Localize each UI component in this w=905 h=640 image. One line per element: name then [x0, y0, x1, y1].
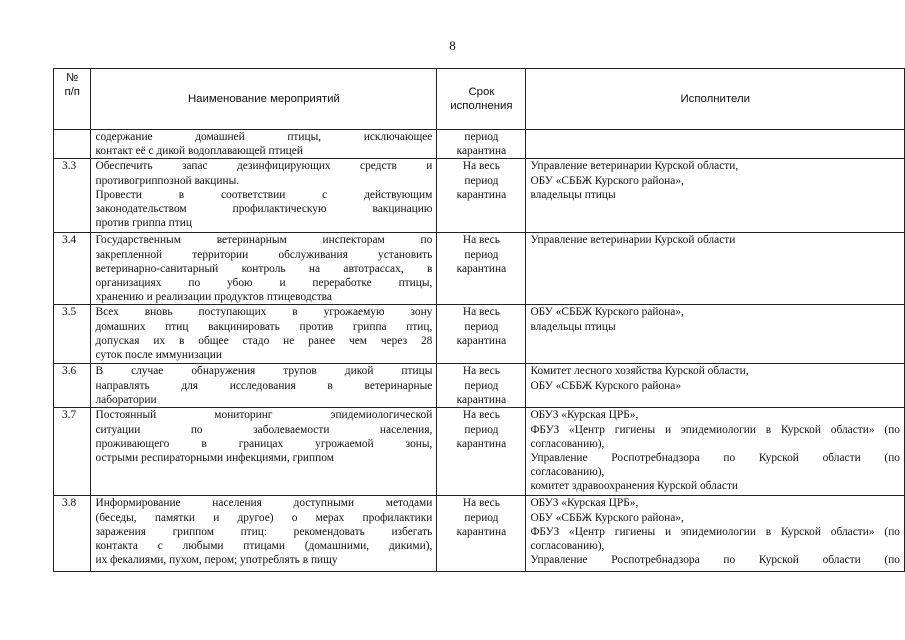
term-line: период	[464, 511, 499, 524]
activity-line: Всех вновь поступающих в угрожаемую зону	[95, 306, 433, 319]
executors-cell	[526, 408, 905, 496]
executors-cell	[526, 305, 905, 364]
term-line: На весь	[462, 306, 500, 319]
term-cell	[437, 364, 526, 408]
activity-line: домашних птиц вакцинировать против гриппа птиц,	[95, 320, 433, 333]
table-row	[54, 233, 905, 305]
row-number: 3.6	[54, 364, 91, 408]
table-row	[54, 496, 905, 572]
header-executors	[526, 69, 905, 130]
executors-line: ОБУ «СББЖ Курского района»,	[530, 306, 684, 319]
row-number: 3.4	[54, 233, 91, 305]
header-activity-text: Наименование мероприятий	[187, 93, 340, 105]
term-cell	[437, 159, 526, 233]
term-line: карантина	[456, 262, 507, 275]
header-num	[54, 69, 91, 130]
row-number: 3.5	[54, 305, 91, 364]
measures-table	[53, 68, 905, 572]
table-row	[54, 305, 905, 364]
term-line: карантина	[456, 334, 507, 347]
row-number: 3.8	[54, 496, 91, 572]
term-cell	[437, 496, 526, 572]
term-line: На весь	[462, 409, 500, 422]
executors-line: ОБУЗ «Курская ЦРБ»,	[530, 497, 639, 510]
activity-line: острыми респираторными инфекциями, гриппом	[95, 452, 334, 465]
term-line: На весь	[462, 365, 500, 378]
activity-line: организациях по убою и переработке птицы,	[95, 277, 433, 290]
term-line: карантина	[456, 145, 507, 158]
executors-line: Управление Роспотребнадзора по Курской области (по	[530, 452, 900, 465]
term-line: период	[464, 131, 499, 143]
activity-line: лаборатории	[95, 393, 157, 406]
header-term	[437, 69, 526, 130]
row-number: 3.3	[54, 159, 91, 233]
table-row	[54, 159, 905, 233]
term-cell	[437, 408, 526, 496]
term-line: период	[464, 379, 499, 392]
activity-line: контакт её с дикой водоплавающей птицей	[95, 145, 303, 158]
activity-line: Государственным ветеринарным инспекторам по	[95, 234, 433, 247]
activity-line: противогриппозной вакцины.	[95, 174, 240, 187]
activity-line: проживающего в границах угрожаемой зоны,	[95, 437, 433, 450]
activity-cell	[91, 130, 437, 159]
header-term-text: Срок исполнения	[450, 86, 513, 112]
executors-line: ОБУ «СББЖ Курского района»	[530, 379, 682, 392]
activity-cell	[91, 408, 437, 496]
activity-line: контакта с любыми птицами (домашними, дикими),	[95, 540, 433, 553]
table-body	[54, 130, 905, 572]
executors-line: согласованию),	[530, 437, 605, 450]
activity-line: направлять для исследования в ветеринарные	[95, 379, 433, 392]
term-line: период	[464, 248, 499, 261]
executors-cell	[526, 364, 905, 408]
table-row	[54, 364, 905, 408]
header-executors-text: Исполнители	[680, 93, 750, 105]
activity-line: закрепленной территории обслуживания установить	[95, 248, 433, 261]
header-activity	[91, 69, 437, 130]
term-cell	[437, 233, 526, 305]
term-cell	[437, 305, 526, 364]
term-cell	[437, 130, 526, 159]
executors-line: ОБУ «СББЖ Курского района»,	[530, 174, 684, 187]
table-row	[54, 130, 905, 159]
activity-line: суток после иммунизации	[95, 349, 222, 362]
activity-cell	[91, 364, 437, 408]
activity-line: против гриппа птиц	[95, 217, 192, 230]
header-num-text: № п/п	[64, 72, 80, 98]
row-number: 3.7	[54, 408, 91, 496]
activity-line: ветеринарно-санитарный контроль на автотрассах, в	[95, 262, 433, 275]
activity-line: (беседы, памятки и другое) о мерах профилактики	[95, 511, 433, 524]
executors-line: ФБУЗ «Центр гигиены и эпидемиологии в Курской области» (по	[530, 423, 900, 436]
activity-cell	[91, 305, 437, 364]
executors-line: владельцы птицы	[530, 188, 616, 201]
activity-line: заражения гриппом птиц: рекомендовать избегать	[95, 525, 433, 538]
executors-line: согласованию),	[530, 540, 605, 553]
activity-line: В случае обнаружения трупов дикой птицы	[95, 365, 433, 378]
executors-line: ОБУЗ «Курская ЦРБ»,	[530, 409, 639, 422]
activity-line: содержание домашней птицы, исключающее	[95, 131, 433, 143]
executors-line: владельцы птицы	[530, 320, 616, 333]
activity-cell	[91, 159, 437, 233]
term-line: На весь	[462, 497, 500, 510]
executors-line: согласованию),	[530, 466, 605, 479]
term-line: карантина	[456, 188, 507, 201]
table-row	[54, 408, 905, 496]
page-number: 8	[449, 38, 456, 53]
activity-line: допуская их в общее стадо не ранее чем через 28	[95, 334, 433, 347]
term-line: На весь	[462, 160, 500, 173]
term-line: период	[464, 174, 499, 187]
executors-cell	[526, 159, 905, 233]
executors-line: Управление ветеринарии Курской области	[530, 234, 736, 247]
activity-line: законодательством профилактическую вакцинацию	[95, 203, 433, 216]
activity-line: ситуации по заболеваемости населения,	[95, 423, 433, 436]
activity-line: их фекалиями, пухом, пером; употреблять в пищу	[95, 554, 338, 567]
activity-line: Постоянный мониторинг эпидемиологической	[95, 409, 433, 422]
activity-cell	[91, 496, 437, 572]
executors-line: Комитет лесного хозяйства Курской области,	[530, 365, 749, 378]
term-line: карантина	[456, 393, 507, 406]
executors-cell	[526, 496, 905, 572]
executors-line: ФБУЗ «Центр гигиены и эпидемиологии в Курской области» (по	[530, 525, 900, 538]
activity-cell	[91, 233, 437, 305]
executors-line: ОБУ «СББЖ Курского района»,	[530, 511, 684, 524]
activity-line: Информирование населения доступными методами	[95, 497, 433, 510]
activity-line: хранению и реализации продуктов птицеводства	[95, 291, 332, 304]
term-line: На весь	[462, 234, 500, 247]
activity-line: Обеспечить запас дезинфицирующих средств и	[95, 160, 433, 173]
term-line: период	[464, 320, 499, 333]
term-line: карантина	[456, 525, 507, 538]
table-header-row	[54, 69, 905, 130]
executors-cell	[526, 233, 905, 305]
executors-line: комитет здравоохранения Курской области	[530, 480, 739, 493]
activity-line: Провести в соответствии с действующим	[95, 188, 433, 201]
executors-cell	[526, 130, 905, 159]
term-line: период	[464, 423, 499, 436]
term-line: карантина	[456, 437, 507, 450]
row-number	[54, 130, 91, 159]
executors-line: Управление Роспотребнадзора по Курской области (по	[530, 554, 900, 567]
executors-line: Управление ветеринарии Курской области,	[530, 160, 739, 173]
